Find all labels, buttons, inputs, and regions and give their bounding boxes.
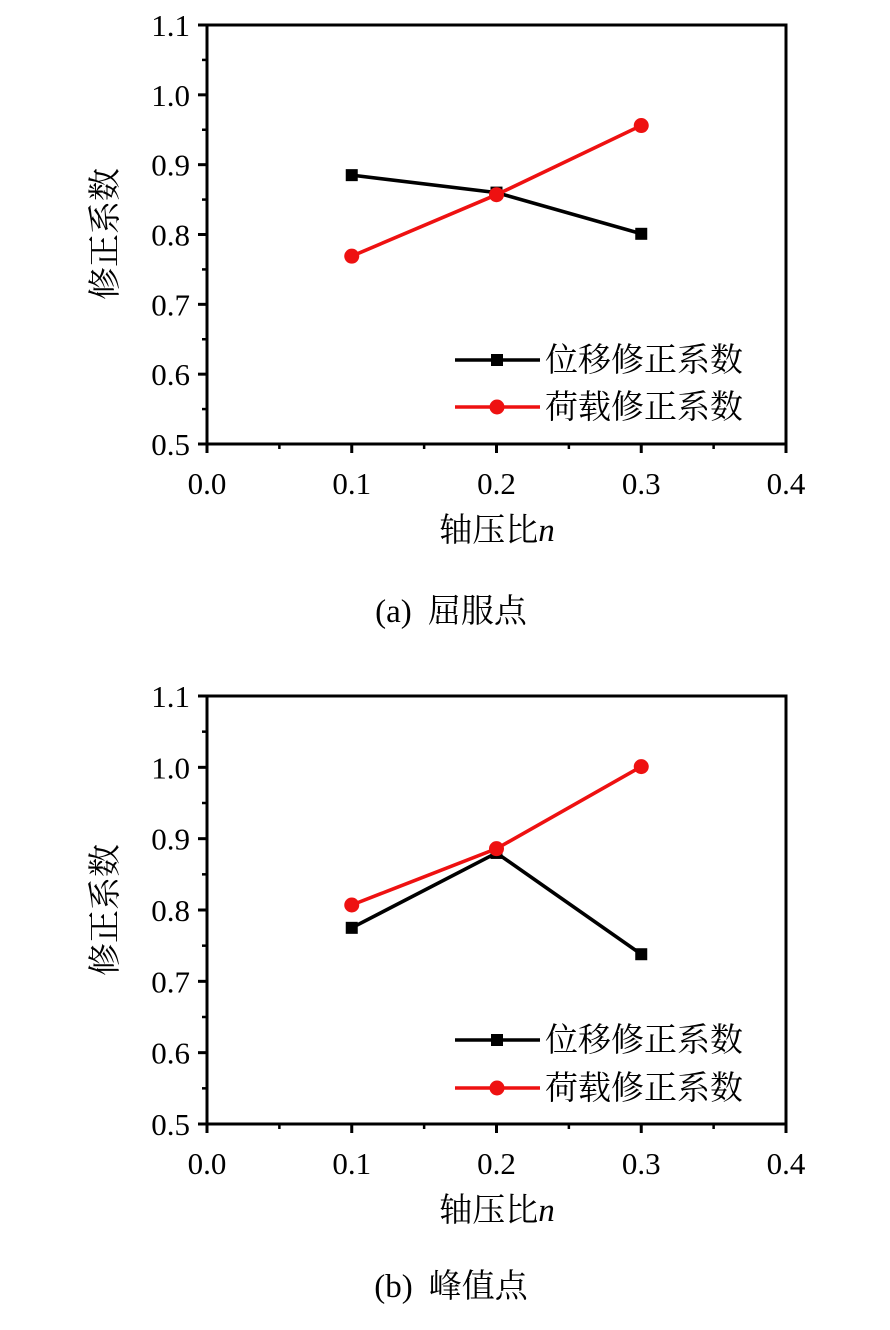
x-tick-label: 0.1 [332, 1146, 372, 1181]
circle-marker [489, 841, 504, 856]
y-tick-label: 0.6 [151, 1035, 190, 1071]
legend-label: 荷载修正系数 [545, 390, 743, 426]
chart-b [0, 665, 890, 1330]
x-tick-label: 0.4 [766, 1146, 806, 1181]
y-tick-label: 0.8 [151, 893, 190, 928]
caption-text-a: 屈服点 [427, 594, 527, 630]
square-marker [346, 169, 358, 181]
legend-label: 位移修正系数 [545, 1023, 743, 1059]
y-axis-title-b: 修正系数 [88, 844, 124, 976]
legend-label: 荷载修正系数 [545, 1071, 743, 1107]
y-tick-label: 1.0 [151, 77, 190, 113]
circle-marker [344, 249, 359, 264]
x-axis-title-symbol-a: n [538, 513, 555, 549]
legend-label: 位移修正系数 [545, 343, 743, 379]
x-tick-label: 0.1 [332, 466, 372, 501]
data-series-b [344, 759, 649, 960]
x-tick-label: 0.0 [187, 1146, 227, 1181]
caption-label-a: (a) [375, 594, 412, 630]
x-tick-label: 0.2 [477, 1146, 516, 1181]
x-axis-title-text-b: 轴压比 [439, 1193, 539, 1229]
y-tick-label: 1.1 [151, 679, 190, 714]
plot-area-b [207, 696, 786, 1124]
circle-marker [634, 759, 649, 774]
square-marker [635, 948, 647, 960]
caption-a [375, 593, 528, 630]
axis-ticks-a [198, 25, 786, 453]
y-tick-label: 0.6 [151, 357, 190, 393]
y-tick-label: 0.8 [151, 217, 190, 253]
y-tick-label: 0.7 [151, 964, 190, 1000]
data-series-a [344, 118, 649, 264]
plot-area-a [207, 25, 786, 444]
x-axis-title-b [439, 1192, 555, 1229]
square-marker [346, 922, 358, 934]
circle-marker [344, 898, 359, 913]
x-tick-label: 0.4 [766, 466, 806, 501]
y-tick-label: 0.5 [151, 1107, 190, 1142]
y-tick-label: 1.1 [151, 8, 190, 43]
caption-label-b: (b) [374, 1269, 413, 1305]
y-tick-label: 0.9 [151, 147, 190, 183]
caption-b [374, 1268, 528, 1305]
x-tick-label: 0.2 [477, 466, 516, 501]
y-tick-label: 0.9 [151, 821, 190, 857]
series-line [352, 853, 642, 954]
circle-marker [489, 187, 504, 202]
x-axis-title-symbol-b: n [538, 1193, 555, 1229]
legend-square-marker [491, 1034, 503, 1046]
axis-ticks-b [198, 696, 786, 1133]
legend-circle-marker [490, 400, 505, 415]
caption-text-b: 峰值点 [428, 1269, 528, 1305]
x-axis-title-text-a: 轴压比 [439, 513, 539, 549]
series-line [352, 175, 642, 234]
legend-b [455, 1022, 743, 1107]
legend-square-marker [491, 354, 503, 366]
y-tick-label: 0.7 [151, 287, 190, 323]
x-tick-label: 0.0 [187, 466, 227, 501]
y-tick-label: 1.0 [151, 750, 190, 786]
axis-tick-labels-a [151, 8, 806, 501]
square-marker [635, 228, 647, 240]
x-tick-label: 0.3 [621, 1146, 661, 1181]
x-tick-label: 0.3 [621, 466, 661, 501]
circle-marker [634, 118, 649, 133]
y-axis-title-a: 修正系数 [88, 168, 124, 300]
legend-circle-marker [490, 1081, 505, 1096]
series-line [352, 767, 642, 905]
x-axis-title-a [439, 512, 555, 549]
y-tick-label: 0.5 [151, 427, 190, 462]
legend-a [455, 342, 743, 426]
